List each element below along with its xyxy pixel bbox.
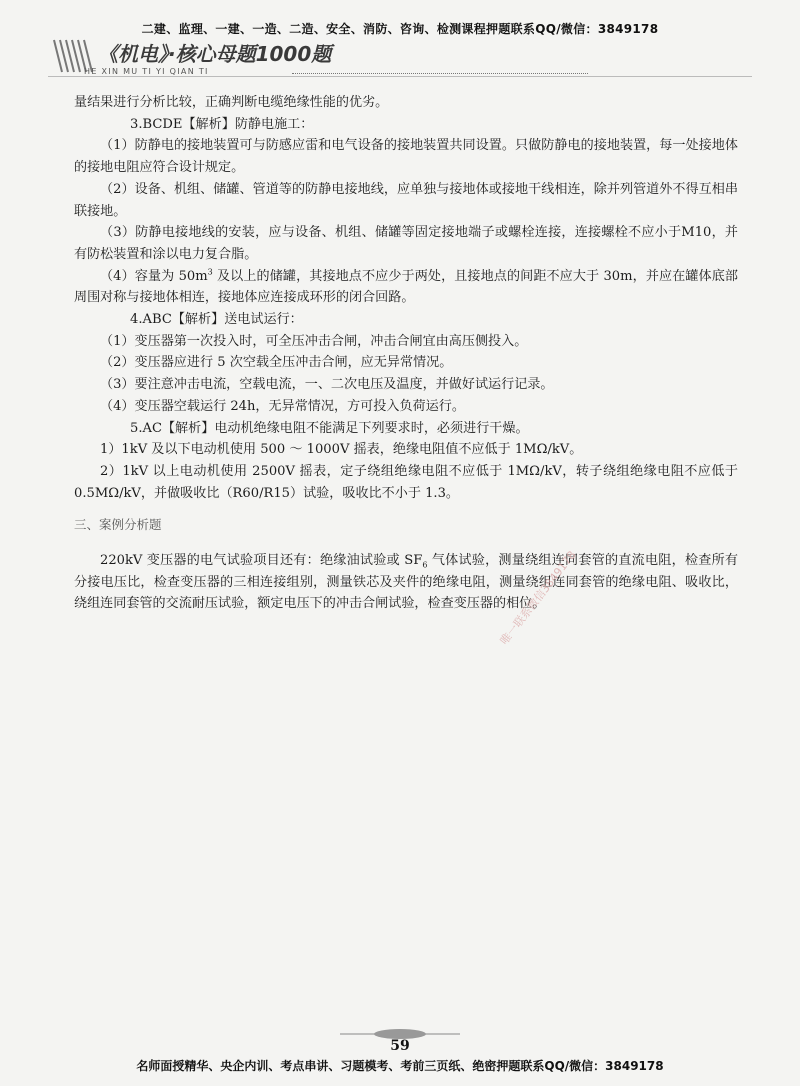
q5-item: 2）1kV 以上电动机使用 2500V 摇表，定子绕组绝缘电阻不应低于 1MΩ/kV，转子绕组绝缘电阻不应低于 0.5MΩ/kV，并做吸收比（R60/R15）试验，吸收比不小于 1.3。 <box>74 463 738 501</box>
analysis-tag: 【解析】 <box>161 420 215 436</box>
question-4-heading: 送电试运行： <box>224 312 303 328</box>
question-4-answer: 4.ABC <box>130 312 172 328</box>
contact-watermark: 唯一联系微信3849178 <box>497 548 579 648</box>
case-part-b: 气体试验，测量绕组连同套管的直流电阻，检查所有分接电压比，检查变压器的三相连接组别，测量铁芯及夹件的绝缘电阻，测量绕组连同套管的绝缘电阻、吸收比，绕组连同套管的交流耐压试验，额定电压下的冲击合闸试验，检查变压器的相位。 <box>74 553 738 612</box>
q3-item-4-part-b: 及以上的储罐，其接地点不应少于两处，且接地点的间距不应大于 30m，并应在罐体底部周围对称与接地体相连，接地体应连接成环形的闭合回路。 <box>74 268 738 306</box>
question-4-header <box>74 309 738 331</box>
q4-item: （1）变压器第一次投入时，可全压冲击合闸，冲击合闸宜由高压侧投入。 <box>100 333 528 349</box>
question-5-heading: 电动机绝缘电阻不能满足下列要求时，必须进行干燥。 <box>214 420 529 436</box>
q4-item: （3）要注意冲击电流，空载电流，一、二次电压及温度，并做好试运行记录。 <box>100 377 554 393</box>
cubic-superscript: 3 <box>207 267 213 277</box>
q3-item: （3）防静电接地线的安装，应与设备、机组、储罐等固定接地端子或螺栓连接，连接螺栓不应小于M10，并有防松装置和涂以电力复合脂。 <box>74 225 738 262</box>
bottom-contact-banner: 名师面授精华、央企内训、考点串讲、习题模考、考前三页纸、绝密押题联系QQ/微信：3849178 <box>136 1059 664 1073</box>
intro-paragraph: 量结果进行分析比较，正确判断电缆绝缘性能的优劣。 <box>74 95 389 110</box>
header-divider <box>48 76 752 77</box>
top-contact-banner: 二建、监理、一建、一造、二造、安全、消防、咨询、检测课程押题联系QQ/微信：3849178 <box>141 22 659 36</box>
question-5-header <box>74 418 738 440</box>
question-3-heading: 防静电施工： <box>234 116 314 132</box>
q4-item: （2）变压器应进行 5 次空载全压冲击合闸，应无异常情况。 <box>100 355 453 371</box>
question-3-header <box>74 114 738 136</box>
page-content <box>74 92 738 615</box>
book-title: 《机电》·核心母题1000题 <box>98 42 332 66</box>
q3-item-4-part-a: （4）容量为 50m <box>100 268 208 284</box>
analysis-tag: 【解析】 <box>171 312 225 328</box>
q4-item: （4）变压器空载运行 24h，无异常情况，方可投入负荷运行。 <box>100 398 465 414</box>
book-subtitle: HE XIN MU TI YI QIAN TI <box>84 67 209 76</box>
sf6-subscript: 6 <box>422 560 428 570</box>
q3-item-4 <box>74 266 738 309</box>
q5-item: 1）1kV 及以下电动机使用 500 ～ 1000V 摇表，绝缘电阻值不应低于 1MΩ/kV。 <box>100 442 583 458</box>
q3-item: （1）防静电的接地装置可与防感应雷和电气设备的接地装置共同设置。只做防静电的接地装置，每一处接地体的接地电阻应符合设计规定。 <box>74 138 738 176</box>
question-5-answer: 5.AC <box>130 420 162 436</box>
case-part-a: 220kV 变压器的电气试验项目还有：绝缘油试验或 SF <box>100 553 423 569</box>
q3-item: （2）设备、机组、储罐、管道等的防静电接地线，应单独与接地体或接地干线相连，除并列管道外不得互相串联接地。 <box>74 181 738 219</box>
section-title-case-analysis: 三、案例分析题 <box>74 517 162 533</box>
page-number: 59 <box>390 1038 410 1054</box>
analysis-tag: 【解析】 <box>182 116 235 132</box>
question-3-answer: 3.BCDE <box>130 116 183 132</box>
case-answer-paragraph <box>74 550 738 615</box>
header-dotted-rule <box>292 73 588 74</box>
